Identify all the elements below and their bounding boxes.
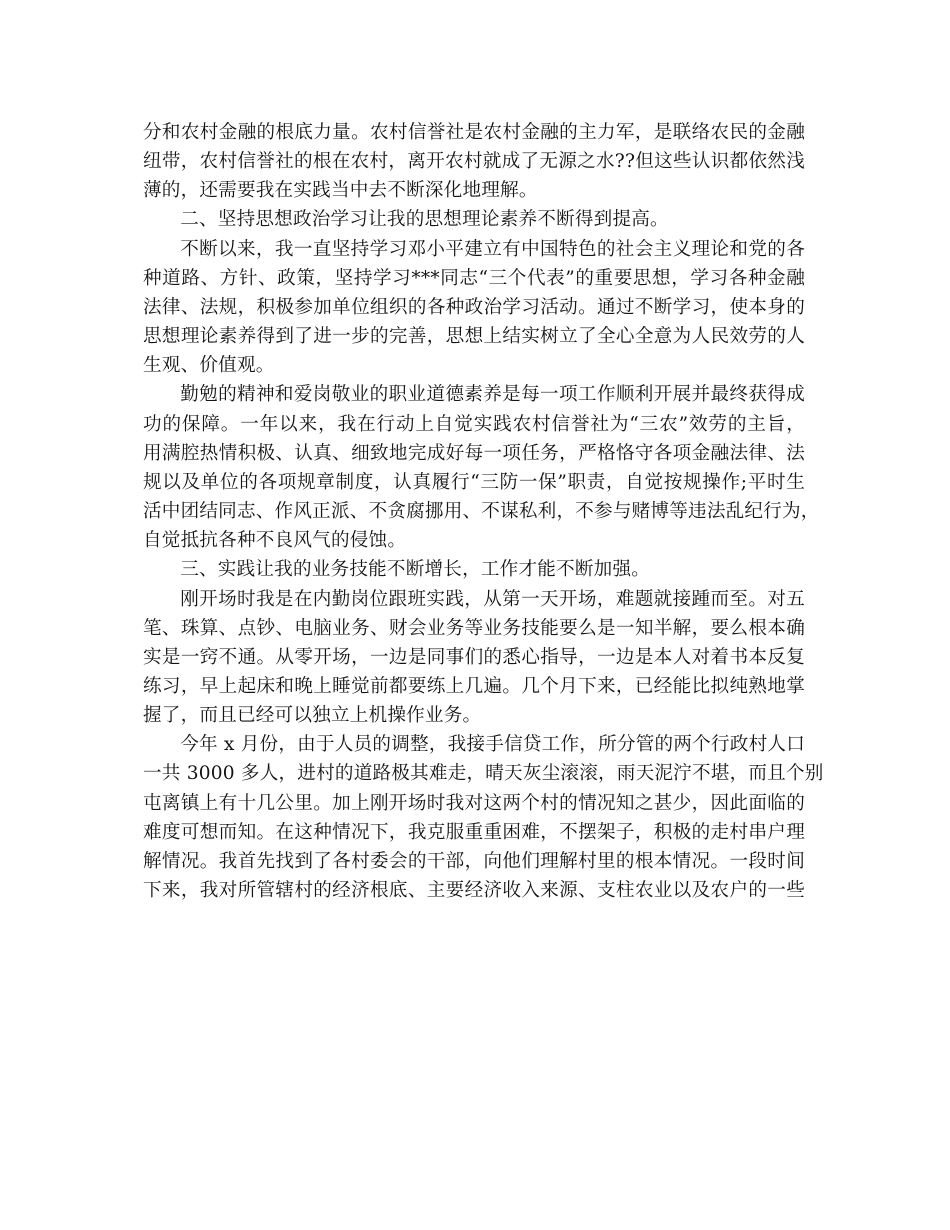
paragraph: [143, 118, 805, 205]
paragraph-line: 不断以来，我一直坚持学习邓小平建立有中国特色的社会主义理论和党的各: [180, 238, 805, 260]
paragraph-line: 下来，我对所管辖村的经济根底、主要经济收入来源、支柱农业以及农户的一些: [143, 880, 805, 902]
paragraph-line: 练习，早上起床和晚上睡觉前都要练上几遍。几个月下来，已经能比拟纯熟地掌: [143, 675, 805, 697]
paragraph-line: 笔、珠算、点钞、电脑业务、财会业务等业务技能要么是一知半解，要么根本确: [143, 617, 805, 639]
paragraph-line: 薄的，还需要我在实践当中去不断深化地理解。: [143, 180, 538, 202]
paragraph-line: 屯离镇上有十几公里。加上刚开场时我对这两个村的情况知之甚少，因此面临的: [143, 792, 805, 814]
paragraph-line: 握了，而且已经可以独立上机操作业务。: [143, 705, 482, 727]
paragraph-line: 自觉抵抗各种不良风气的侵蚀。: [143, 530, 407, 552]
paragraph-line: 今年 x 月份，由于人员的调整，我接手信贷工作，所分管的两个行政村人口: [180, 734, 805, 756]
paragraph-line: 活中团结同志、作风正派、不贪腐挪用、不谋私利，不参与赌博等违法乱纪行为，: [143, 501, 820, 523]
paragraph-line: 纽带，农村信誉社的根在农村，离开农村就成了无源之水??但这些认识都依然浅: [143, 151, 805, 173]
paragraph: [143, 555, 805, 584]
paragraph-line: 一共 3000 多人，进村的道路极其难走，晴天灰尘滚滚，雨天泥泞不堪，而且个别: [143, 763, 824, 785]
paragraph-line: 思想理论素养得到了进一步的完善，思想上结实树立了全心全意为人民效劳的人: [143, 326, 805, 348]
paragraph-line: 解情况。我首先找到了各村委会的干部，向他们理解村里的根本情况。一段时间: [143, 850, 805, 872]
paragraph-line: 种道路、方针、政策，坚持学习***同志“三个代表”的重要思想，学习各种金融: [143, 267, 805, 289]
paragraph-line: 勤勉的精神和爱岗敬业的职业道德素养是每一项工作顺利开展并最终获得成: [180, 384, 805, 406]
paragraph: [143, 235, 805, 381]
paragraph: [143, 730, 824, 905]
paragraph-line: 用满腔热情积极、认真、细致地完成好每一项任务，严格恪守各项金融法律、法: [143, 442, 805, 464]
paragraph: [143, 585, 805, 731]
paragraph-line: 难度可想而知。在这种情况下，我克服重重困难，不摆架子，积极的走村串户理: [143, 821, 805, 843]
paragraph: [143, 205, 805, 234]
paragraph-line: 规以及单位的各项规章制度，认真履行“三防一保”职责，自觉按规操作;平时生: [143, 471, 805, 493]
paragraph-line: 实是一窍不通。从零开场，一边是同事们的悉心指导，一边是本人对着书本反复: [143, 646, 805, 668]
paragraph-line: 三、实践让我的业务技能不断增长，工作才能不断加强。: [180, 559, 651, 581]
paragraph-line: 刚开场时我是在内勤岗位跟班实践，从第一天开场，难题就接踵而至。对五: [180, 588, 805, 610]
paragraph-line: 二、坚持思想政治学习让我的思想理论素养不断得到提高。: [180, 209, 669, 231]
paragraph-line: 法律、法规，积极参加单位组织的各种政治学习活动。通过不断学习，使本身的: [143, 296, 805, 318]
paragraph-line: 分和农村金融的根底力量。农村信誉社是农村金融的主力军，是联络农民的金融: [143, 122, 805, 143]
paragraph-line: 生观、价值观。: [143, 355, 275, 377]
paragraph-line: 功的保障。一年以来，我在行动上自觉实践农村信誉社为“三农”效劳的主旨，: [143, 413, 805, 435]
paragraph: [143, 380, 820, 555]
document-body: [143, 118, 824, 905]
